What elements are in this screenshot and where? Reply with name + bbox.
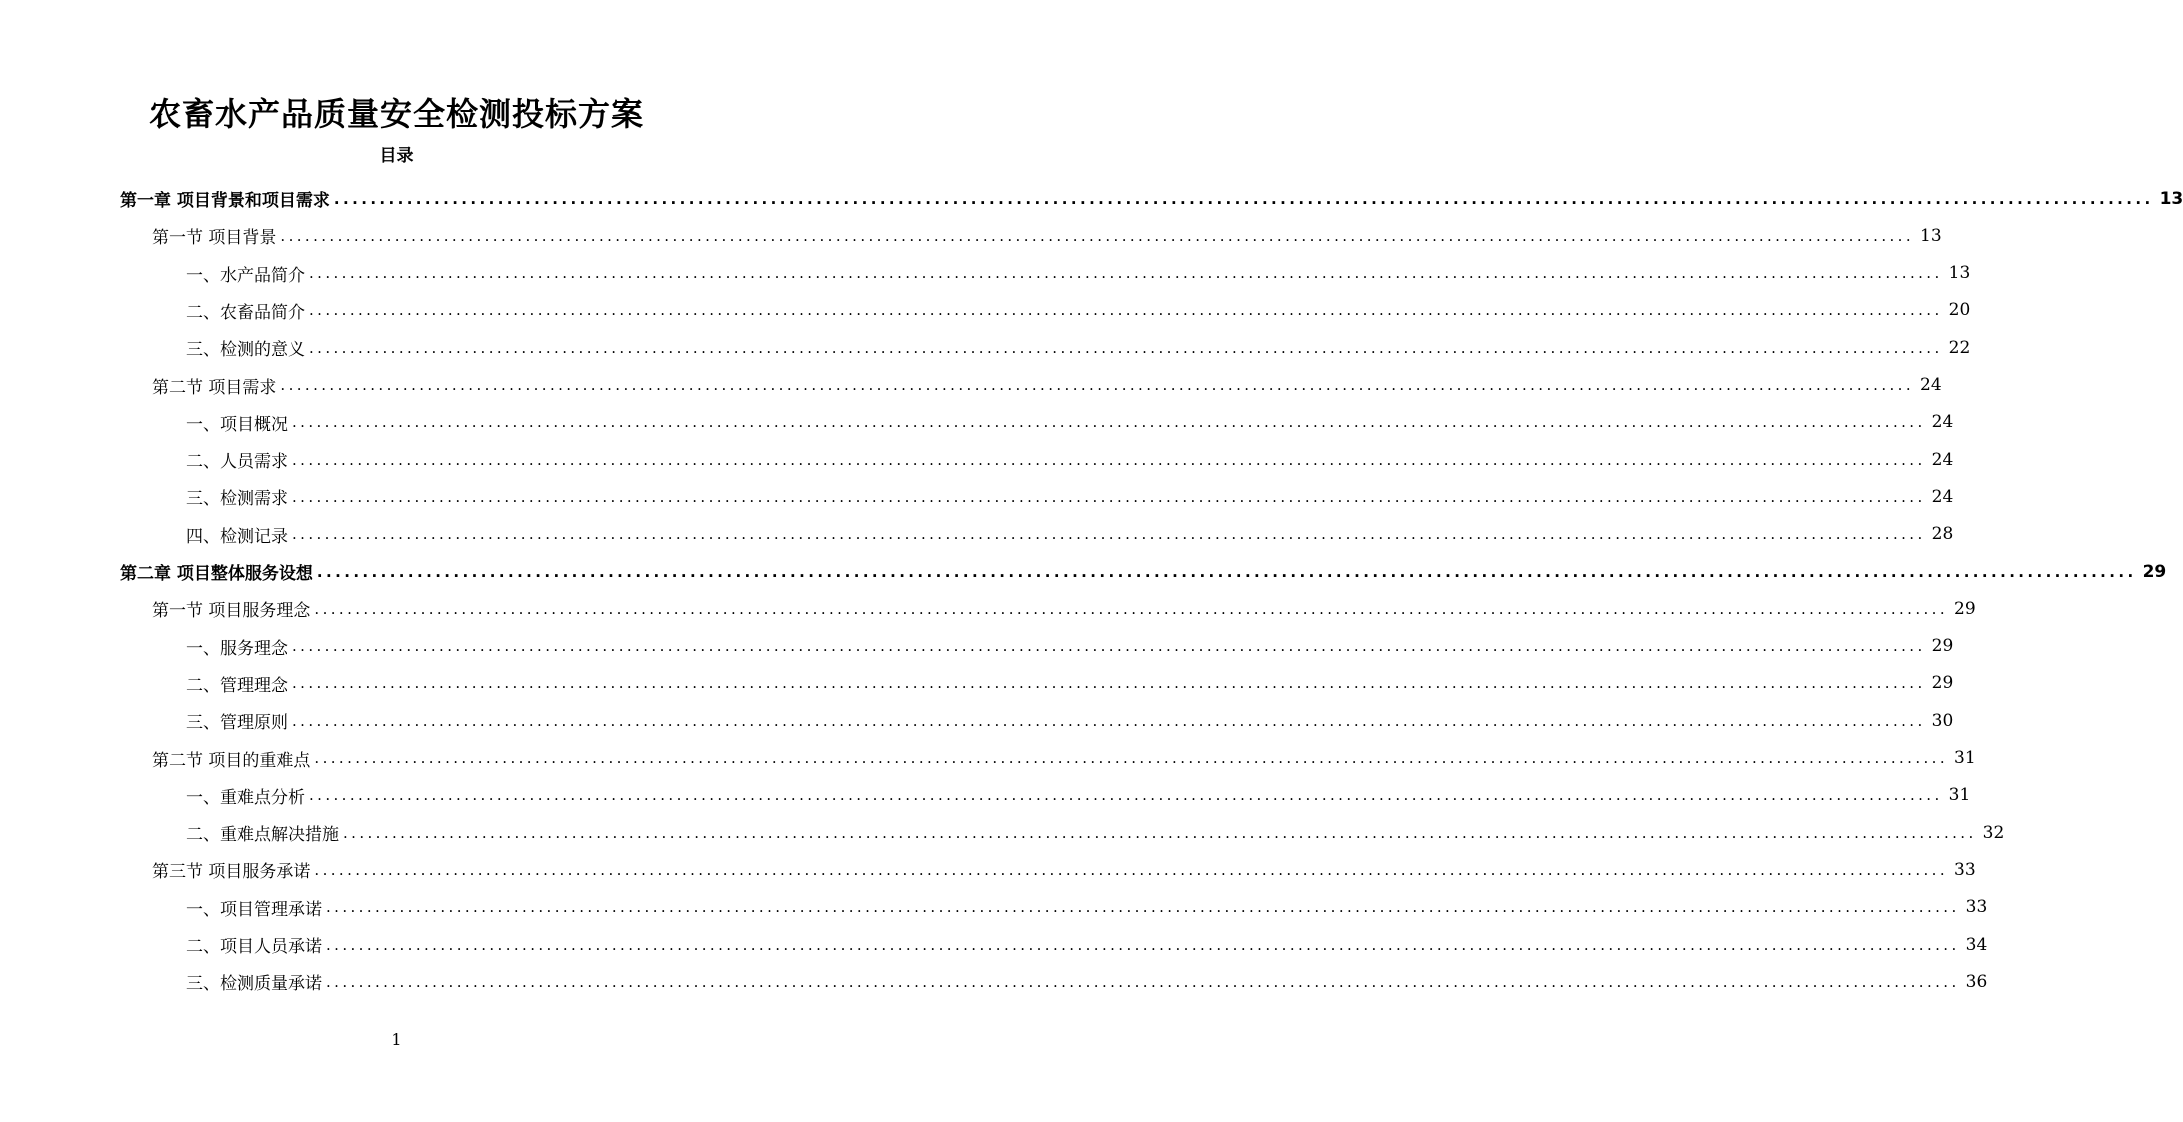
toc-dot-leader: ........................................................................................................................................................................................................ xyxy=(292,711,1926,730)
toc-dot-leader: ........................................................................................................................................................................................................ xyxy=(314,860,1949,879)
toc-entry-page: 36 xyxy=(1965,971,1988,992)
toc-entry[interactable] xyxy=(152,740,1976,777)
toc-entry[interactable] xyxy=(186,478,1954,515)
toc-dot-leader: ........................................................................................................................................................................................................ xyxy=(316,562,2137,581)
toc-entry[interactable] xyxy=(186,255,1971,292)
toc-entry-page: 33 xyxy=(1954,859,1976,880)
toc-entry-page: 29 xyxy=(1954,598,1976,619)
toc-entry-label: 第一节 项目背景 xyxy=(152,228,277,249)
toc-entry-label: 三、检测质量承诺 xyxy=(186,974,322,995)
toc-entry-label: 二、人员需求 xyxy=(186,452,288,473)
toc-entry-page: 24 xyxy=(1920,375,1942,395)
toc-entry[interactable] xyxy=(186,628,1954,665)
toc-entry[interactable] xyxy=(186,404,1954,441)
toc-entry-label: 二、农畜品简介 xyxy=(186,302,305,323)
toc-dot-leader: ........................................................................................................................................................................................................ xyxy=(314,749,1949,767)
toc-entry[interactable] xyxy=(186,441,1954,478)
toc-entry-label: 一、项目管理承诺 xyxy=(186,899,322,920)
toc-dot-leader: ........................................................................................................................................................................................................ xyxy=(333,189,2154,208)
toc-entry-page: 24 xyxy=(1931,449,1954,470)
toc-dot-leader: ........................................................................................................................................................................................................ xyxy=(292,525,1926,544)
toc-entry[interactable] xyxy=(152,217,1942,254)
toc-entry[interactable] xyxy=(120,180,2183,217)
toc-entry[interactable] xyxy=(186,777,1971,814)
toc-entry-page: 32 xyxy=(1982,822,2005,843)
toc-entry-page: 29 xyxy=(2142,561,2167,582)
toc-entry-label: 一、项目概况 xyxy=(186,414,288,435)
toc-entry[interactable] xyxy=(152,367,1942,404)
toc-entry[interactable] xyxy=(152,590,1976,627)
toc-entry-page: 22 xyxy=(1948,337,1971,358)
toc-entry-label: 四、检测记录 xyxy=(186,526,288,547)
toc-dot-leader: ........................................................................................................................................................................................................ xyxy=(292,450,1926,469)
toc-entry[interactable] xyxy=(186,665,1954,702)
toc-entry[interactable] xyxy=(186,926,1988,963)
toc-dot-leader: ........................................................................................................................................................................................................ xyxy=(343,823,1977,842)
toc-entry-label: 一、服务理念 xyxy=(186,638,288,659)
toc-entry-page: 13 xyxy=(2159,188,2183,209)
toc-entry[interactable] xyxy=(186,814,2005,851)
toc-dot-leader: ........................................................................................................................................................................................................ xyxy=(314,599,1949,618)
toc-heading: 目录 xyxy=(379,146,414,166)
toc-entry[interactable] xyxy=(186,702,1954,739)
toc-entry-page: 29 xyxy=(1931,673,1954,694)
toc-dot-leader: ........................................................................................................................................................................................................ xyxy=(309,338,1943,357)
toc-entry[interactable] xyxy=(186,329,1971,366)
toc-entry-label: 一、重难点分析 xyxy=(186,787,305,808)
toc-entry-page: 34 xyxy=(1965,934,1988,955)
toc-entry-label: 一、水产品简介 xyxy=(186,265,305,286)
toc-dot-leader: ........................................................................................................................................................................................................ xyxy=(309,301,1943,320)
toc-entry-label: 二、管理理念 xyxy=(186,675,288,696)
toc-dot-leader: ........................................................................................................................................................................................................ xyxy=(280,226,1915,245)
toc-dot-leader: ........................................................................................................................................................................................................ xyxy=(292,413,1926,432)
toc-entry-page: 31 xyxy=(1954,748,1976,768)
toc-dot-leader: ........................................................................................................................................................................................................ xyxy=(326,972,1960,991)
toc-entry-page: 31 xyxy=(1948,785,1971,806)
toc-entry-page: 29 xyxy=(1931,636,1954,657)
toc-dot-leader: ........................................................................................................................................................................................................ xyxy=(309,786,1943,805)
toc-entry-page: 24 xyxy=(1931,412,1954,433)
toc-entry-page: 24 xyxy=(1931,486,1954,507)
toc-dot-leader: ........................................................................................................................................................................................................ xyxy=(326,935,1960,954)
toc-entry-page: 33 xyxy=(1965,897,1988,918)
toc-entry-label: 第一章 项目背景和项目需求 xyxy=(120,191,330,211)
toc-entry[interactable] xyxy=(186,292,1971,329)
toc-dot-leader: ........................................................................................................................................................................................................ xyxy=(326,898,1960,917)
toc-dot-leader: ........................................................................................................................................................................................................ xyxy=(309,264,1943,283)
toc-entry-label: 第三节 项目服务承诺 xyxy=(152,862,311,883)
toc-entry-label: 第二节 项目的重难点 xyxy=(152,750,311,771)
toc-entry-label: 二、项目人员承诺 xyxy=(186,937,322,957)
toc-entry-page: 13 xyxy=(1920,225,1942,246)
toc-entry-page: 13 xyxy=(1948,263,1971,284)
toc-entry-page: 20 xyxy=(1948,300,1971,321)
toc-dot-leader: ........................................................................................................................................................................................................ xyxy=(292,637,1926,656)
page-number: 1 xyxy=(391,1030,402,1049)
toc-entry-label: 三、检测的意义 xyxy=(186,340,305,361)
document-title: 农畜水产品质量安全检测投标方案 xyxy=(148,95,644,133)
toc-entry[interactable] xyxy=(186,963,1988,1000)
toc-entry-label: 第二节 项目需求 xyxy=(152,377,277,398)
toc-entry-label: 第一节 项目服务理念 xyxy=(152,601,311,622)
toc-entry-label: 二、重难点解决措施 xyxy=(186,825,339,846)
toc-entry[interactable] xyxy=(186,516,1954,553)
toc-entry[interactable] xyxy=(120,553,2167,590)
toc-entry-label: 三、管理原则 xyxy=(186,713,288,734)
toc-entry[interactable] xyxy=(152,851,1976,888)
toc-dot-leader: ........................................................................................................................................................................................................ xyxy=(292,487,1926,506)
toc-entry-label: 三、检测需求 xyxy=(186,489,288,510)
toc-dot-leader: ........................................................................................................................................................................................................ xyxy=(280,376,1915,394)
toc-dot-leader: ........................................................................................................................................................................................................ xyxy=(292,674,1926,693)
toc-entry-page: 28 xyxy=(1931,524,1954,545)
toc-entry[interactable] xyxy=(186,889,1988,926)
toc-entry-page: 30 xyxy=(1931,710,1954,731)
toc-entry-label: 第二章 项目整体服务设想 xyxy=(120,564,313,584)
